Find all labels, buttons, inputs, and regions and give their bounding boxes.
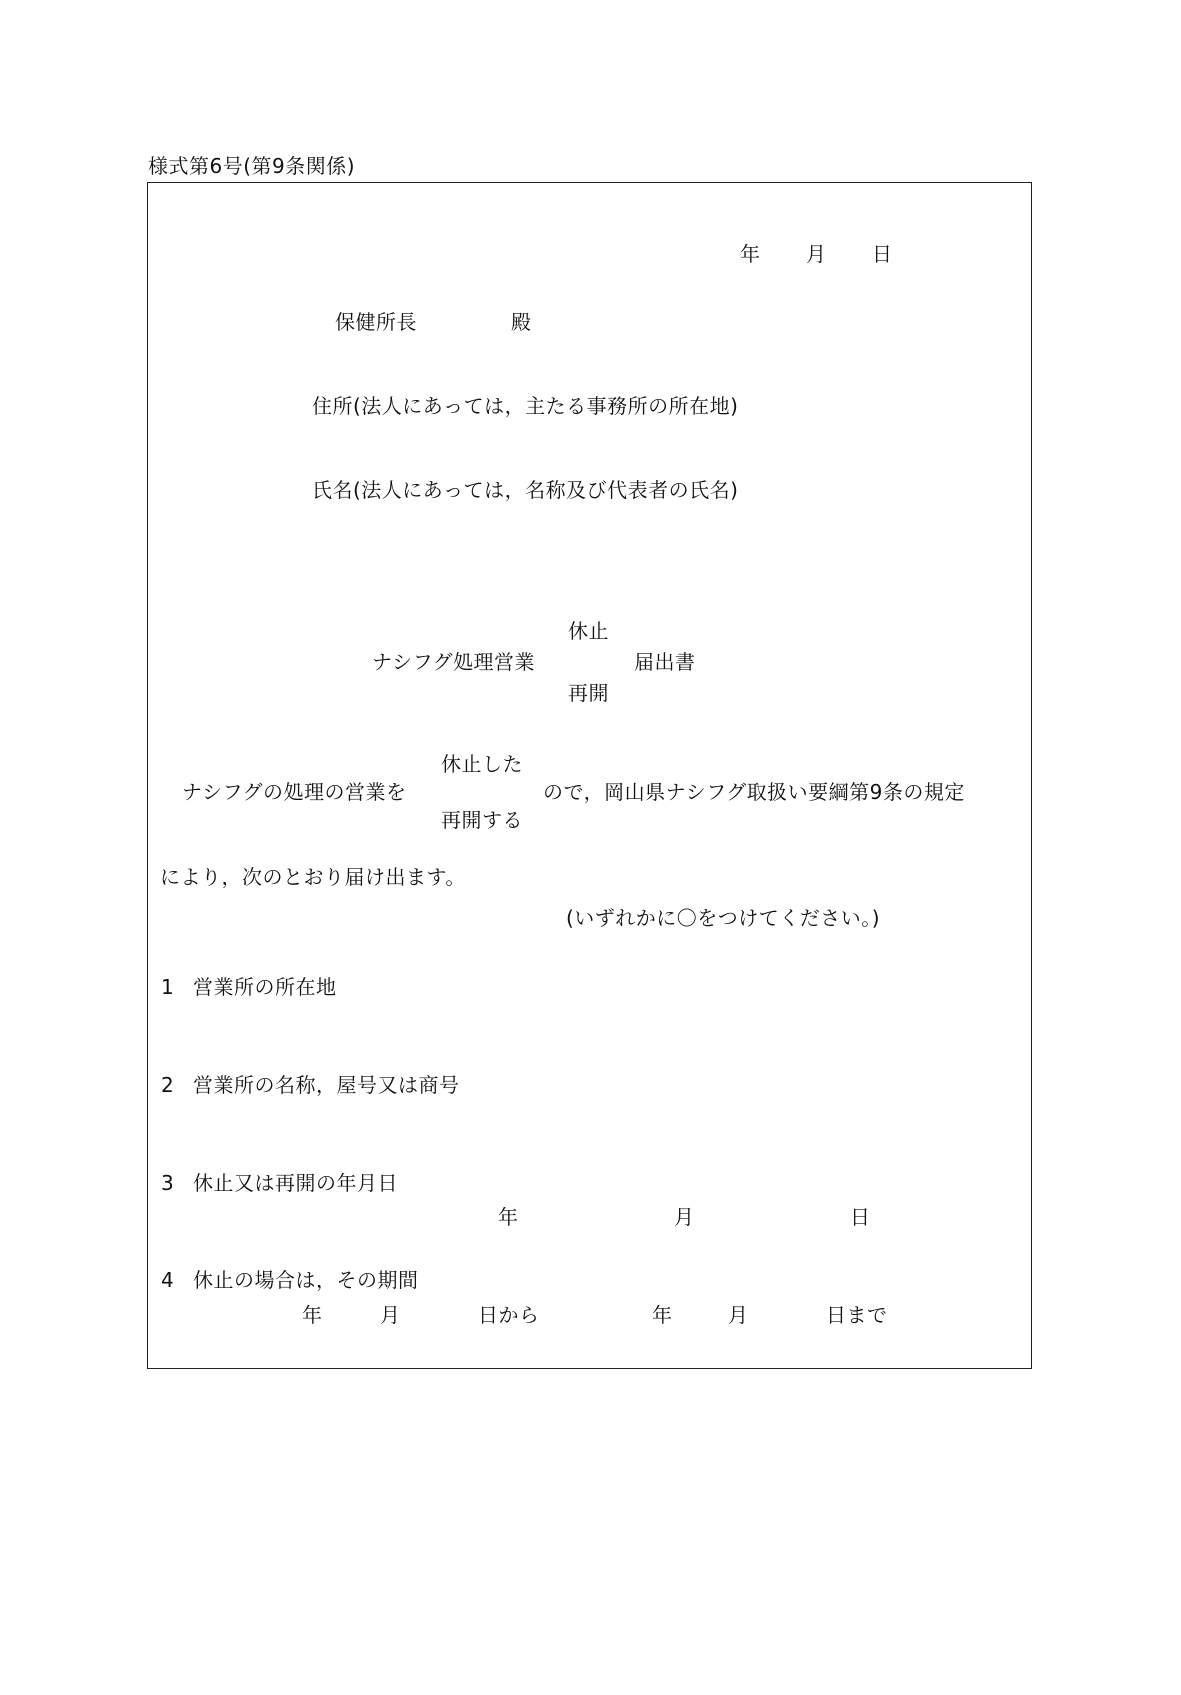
item4-from-year-label: 年 [302, 1303, 323, 1327]
date-month-label: 月 [806, 242, 827, 266]
title-option-suspend: 休止 [568, 619, 609, 643]
item1-number: 1 [161, 975, 175, 999]
body-option-resume: 再開する [441, 808, 523, 832]
body-prefix: ナシフグの処理の営業を [182, 780, 407, 804]
item2-label: 営業所の名称，屋号又は商号 [193, 1073, 460, 1097]
form-number: 様式第6号(第9条関係) [148, 154, 356, 178]
addressee-office: 保健所長 [335, 310, 417, 334]
item3-day-label: 日 [850, 1205, 871, 1229]
addressee-honorific: 殿 [511, 310, 532, 334]
date-year-label: 年 [740, 242, 761, 266]
title-option-resume: 再開 [568, 681, 609, 705]
item2-number: 2 [161, 1073, 175, 1097]
body-option-suspended: 休止した [441, 752, 523, 776]
applicant-address-label: 住所(法人にあっては，主たる事務所の所在地) [312, 394, 739, 418]
item4-to-year-label: 年 [652, 1303, 673, 1327]
item3-number: 3 [161, 1171, 175, 1195]
date-day-label: 日 [872, 242, 893, 266]
title-prefix: ナシフグ処理営業 [372, 650, 535, 674]
item4-from-day-label: 日から [478, 1303, 540, 1327]
title-suffix: 届出書 [634, 650, 696, 674]
applicant-name-label: 氏名(法人にあっては，名称及び代表者の氏名) [312, 478, 739, 502]
item3-year-label: 年 [498, 1205, 519, 1229]
item1-label: 営業所の所在地 [193, 975, 337, 999]
body-suffix: ので，岡山県ナシフグ取扱い要綱第9条の規定 [543, 780, 965, 804]
item4-to-month-label: 月 [728, 1303, 749, 1327]
item3-month-label: 月 [674, 1205, 695, 1229]
body-note: (いずれかに〇をつけてください。) [566, 906, 881, 930]
item4-from-month-label: 月 [380, 1303, 401, 1327]
item3-label: 休止又は再開の年月日 [193, 1171, 398, 1195]
item4-to-day-label: 日まで [826, 1303, 888, 1327]
body-continuation: により，次のとおり届け出ます。 [160, 865, 466, 889]
item4-label: 休止の場合は，その期間 [193, 1268, 419, 1292]
item4-number: 4 [161, 1268, 175, 1292]
